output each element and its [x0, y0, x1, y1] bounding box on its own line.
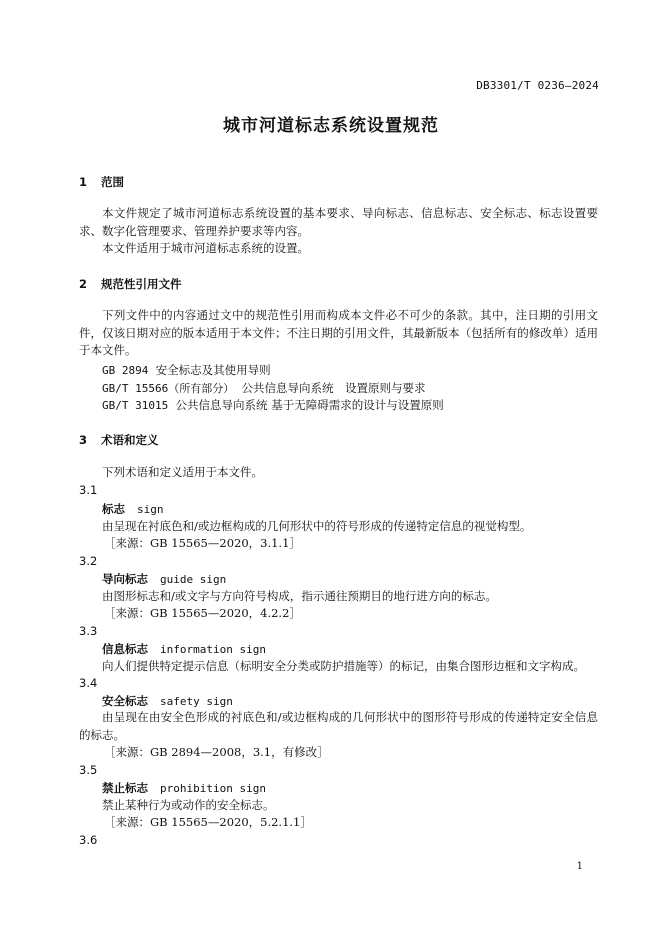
- page-number: 1: [576, 861, 583, 872]
- term-zh: 标志: [102, 502, 125, 516]
- term-number: 3.1: [79, 483, 98, 497]
- term-zh: 信息标志: [102, 642, 148, 656]
- normative-intro: 下列文件中的内容通过文中的规范性引用而构成本文件必不可少的条款。其中，注日期的引用文件，仅该日期对应的版本适用于本文件；不注日期的引用文件，其最新版本（包括所有的修改单）适用于本文件。: [79, 308, 598, 357]
- reference-title: 公共信息导向系统 设置原则与要求: [241, 381, 426, 395]
- term-en: information sign: [160, 643, 266, 656]
- section-heading-terms: [79, 432, 159, 448]
- section-heading-normative: [79, 276, 182, 292]
- section-title: 范围: [101, 175, 125, 189]
- term-zh: 禁止标志: [102, 781, 148, 795]
- term-definition: 由呈现在由安全色形成的衬底色和/或边框构成的几何形状中的图形符号形成的传递特定安全信息的标志。: [79, 710, 598, 742]
- section-heading-scope: [79, 174, 124, 190]
- section-title: 规范性引用文件: [101, 277, 182, 291]
- term-en: guide sign: [160, 573, 227, 586]
- term-definition: 向人们提供特定提示信息（标明安全分类或防护措施等）的标记，由集合图形边框和文字构成。: [102, 659, 585, 673]
- reference-item: [102, 397, 444, 413]
- term-number: 3.6: [79, 833, 98, 847]
- term-definition: 禁止某种行为或动作的安全标志。: [102, 798, 275, 812]
- term-definition: 由呈现在衬底色和/或边框构成的几何形状中的符号形成的传递特定信息的视觉构型。: [102, 519, 532, 533]
- section-number: 2: [79, 277, 88, 291]
- term-zh: 导向标志: [102, 572, 148, 586]
- term-source: ［来源：GB 2894—2008，3.1，有修改］: [104, 745, 329, 759]
- scope-paragraph: 本文件规定了城市河道标志系统设置的基本要求、导向标志、信息标志、安全标志、标志设置要求、数字化管理要求、管理养护要求等内容。: [79, 206, 598, 238]
- term-number: 3.3: [79, 624, 98, 638]
- reference-title: 安全标志及其使用导则: [155, 363, 271, 377]
- term-heading: [102, 501, 164, 517]
- reference-item: [102, 380, 426, 396]
- term-definition: 由图形标志和/或文字与方向符号构成，指示通往预期目的地行进方向的标志。: [102, 589, 497, 603]
- term-heading: [102, 641, 266, 657]
- scope-paragraph: 本文件适用于城市河道标志系统的设置。: [102, 241, 309, 255]
- reference-code: GB/T 31015: [102, 399, 169, 412]
- reference-code: GB/T 15566（所有部分）: [102, 382, 235, 395]
- reference-item: [102, 362, 271, 378]
- term-number: 3.2: [79, 554, 98, 568]
- term-number: 3.5: [79, 763, 98, 777]
- term-en: safety sign: [160, 695, 233, 708]
- term-en: prohibition sign: [160, 782, 266, 795]
- term-source: ［来源：GB 15565—2020，4.2.2］: [104, 606, 301, 620]
- term-en: sign: [137, 503, 164, 516]
- page-title: 城市河道标志系统设置规范: [223, 116, 439, 136]
- term-heading: [102, 780, 266, 796]
- term-source: ［来源：GB 15565—2020，3.1.1］: [104, 536, 301, 550]
- term-number: 3.4: [79, 676, 98, 690]
- terms-intro: 下列术语和定义适用于本文件。: [102, 465, 263, 479]
- reference-title: 公共信息导向系统 基于无障碍需求的设计与设置原则: [175, 398, 444, 412]
- document-code: DB3301/T 0236—2024: [476, 79, 599, 92]
- section-number: 1: [79, 175, 88, 189]
- section-title: 术语和定义: [101, 433, 159, 447]
- section-number: 3: [79, 433, 88, 447]
- term-zh: 安全标志: [102, 694, 148, 708]
- term-heading: [102, 693, 233, 709]
- reference-code: GB 2894: [102, 364, 149, 377]
- term-heading: [102, 571, 226, 587]
- term-source: ［来源：GB 15565—2020，5.2.1.1］: [104, 815, 312, 829]
